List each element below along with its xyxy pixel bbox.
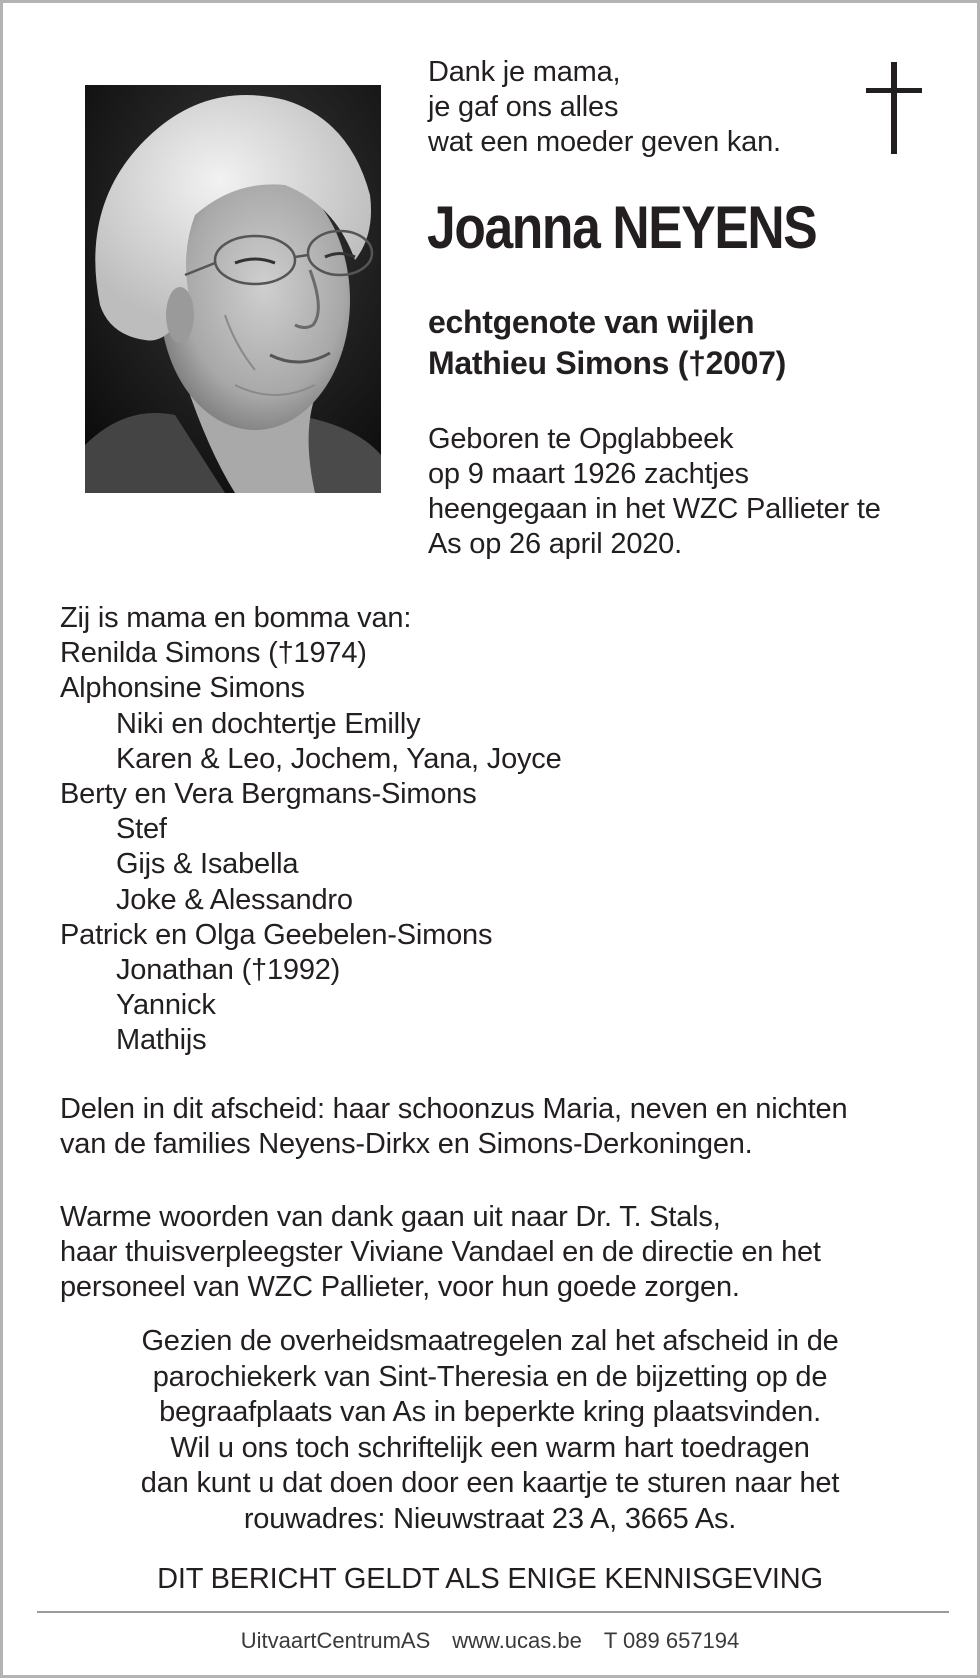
grandchild-entry: Gijs & Isabella	[116, 848, 299, 881]
grandchild-entry: Niki en dochtertje Emilly	[116, 707, 421, 740]
thanks-paragraph	[60, 1200, 821, 1305]
family-members	[60, 636, 562, 1058]
birth-line: heengegaan in het WZC Pallieter te	[428, 493, 881, 525]
notice-line: Gezien de overheidsmaatregelen zal het afscheid in de	[141, 1325, 839, 1357]
family-list	[60, 601, 562, 1059]
sharing-line: Delen in dit afscheid: haar schoonzus Maria, neven en nichten	[60, 1093, 848, 1125]
birth-death-info	[428, 422, 881, 562]
child-entry: Renilda Simons (†1974)	[60, 637, 367, 670]
poem-line: wat een moeder geven kan.	[428, 126, 781, 158]
notice-line: rouwadres: Nieuwstraat 23 A, 3665 As.	[243, 1502, 737, 1535]
child-entry: Alphonsine Simons	[60, 672, 305, 705]
spouse-info	[428, 302, 786, 384]
spouse-line: echtgenote van wijlen	[428, 304, 755, 340]
deceased-name: Joanna NEYENS	[427, 194, 817, 261]
memorial-poem	[428, 55, 781, 160]
grandchild-entry: Karen & Leo, Jochem, Yana, Joyce	[116, 742, 562, 775]
birth-line: Geboren te Opglabbeek	[428, 423, 734, 455]
grandchild-entry: Stef	[116, 813, 167, 846]
grandchild-entry: Jonathan (†1992)	[116, 954, 341, 987]
grandchild-entry: Yannick	[116, 989, 216, 1022]
poem-line: Dank je mama,	[428, 56, 621, 88]
footer	[3, 1627, 977, 1655]
notice-line: Wil u ons toch schriftelijk een warm hart toedragen	[170, 1431, 810, 1464]
sharing-paragraph	[60, 1092, 847, 1162]
birth-line: op 9 maart 1926 zachtjes	[428, 458, 749, 490]
spouse-line: Mathieu Simons (†2007)	[428, 345, 786, 381]
thanks-line: personeel van WZC Pallieter, voor hun goede zorgen.	[60, 1271, 740, 1303]
funeral-notice	[3, 1324, 977, 1537]
thanks-line: haar thuisverpleegster Viviane Vandael en de directie en het	[60, 1236, 821, 1268]
grandchild-entry: Mathijs	[116, 1024, 207, 1057]
footer-divider	[37, 1611, 949, 1613]
portrait-photo	[85, 85, 381, 493]
notice-line: begraafplaats van As in beperkte kring plaatsvinden.	[159, 1396, 821, 1428]
child-entry: Berty en Vera Bergmans-Simons	[60, 778, 477, 811]
thanks-line: Warme woorden van dank gaan uit naar Dr. T. Stals,	[60, 1201, 721, 1233]
official-announcement: DIT BERICHT GELDT ALS ENIGE KENNISGEVING	[157, 1563, 823, 1595]
grandchild-entry: Joke & Alessandro	[116, 883, 353, 916]
footer-website: www.ucas.be	[452, 1628, 582, 1653]
notice-line: dan kunt u dat doen door een kaartje te sturen naar het	[140, 1467, 840, 1499]
birth-line: As op 26 april 2020.	[428, 528, 682, 560]
footer-company: UitvaartCentrumAS	[240, 1628, 431, 1653]
notice-line: parochiekerk van Sint-Theresia en de bijzetting op de	[152, 1360, 828, 1393]
family-intro: Zij is mama en bomma van:	[60, 602, 412, 634]
sharing-line: van de families Neyens-Dirkx en Simons-Derkoningen.	[60, 1128, 753, 1160]
poem-line: je gaf ons alles	[428, 91, 619, 123]
cross-icon	[866, 62, 922, 159]
child-entry: Patrick en Olga Geebelen-Simons	[60, 918, 493, 951]
footer-phone: T 089 657194	[603, 1628, 740, 1653]
